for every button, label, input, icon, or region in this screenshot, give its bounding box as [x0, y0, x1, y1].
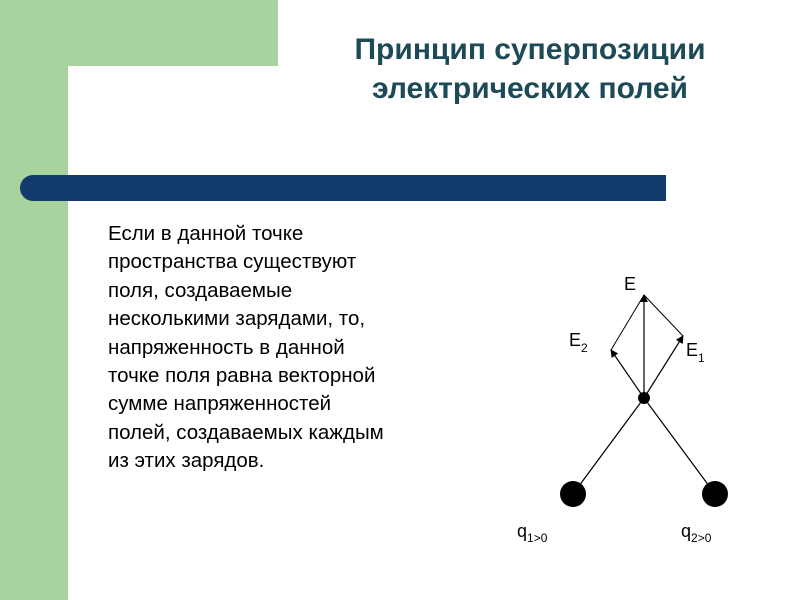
title-line-1: Принцип суперпозиции	[354, 33, 706, 66]
slide-title	[300, 30, 760, 108]
field-line-q2	[644, 398, 715, 494]
divider-bar	[20, 175, 666, 201]
label-q2: $q_{2>0}$	[681, 521, 712, 545]
parallelogram-side-right	[644, 295, 683, 336]
label-q1: $q_{1>0}$	[517, 521, 548, 545]
superposition-diagram	[500, 260, 760, 560]
charge-q1	[560, 481, 586, 507]
field-point	[638, 392, 650, 404]
label-e2: $E_2$	[569, 330, 588, 355]
vector-e2	[611, 350, 644, 398]
field-line-q1	[573, 398, 644, 494]
green-corner-block	[0, 0, 278, 66]
title-line-2: электрических полей	[372, 72, 688, 105]
label-e: E	[624, 274, 637, 294]
charge-q2	[702, 481, 728, 507]
green-side-strip	[0, 0, 68, 600]
body-text: Если в данной точке пространства существуют поля, создаваемые несколькими зарядами, то, напряженность в данной точке поля равна векторной сумме напряженностей полей, создаваемых каждым из этих зарядов.	[108, 222, 384, 473]
vector-e1	[644, 336, 683, 398]
parallelogram-side-left	[611, 295, 644, 350]
label-e1: $E_1$	[686, 340, 705, 365]
